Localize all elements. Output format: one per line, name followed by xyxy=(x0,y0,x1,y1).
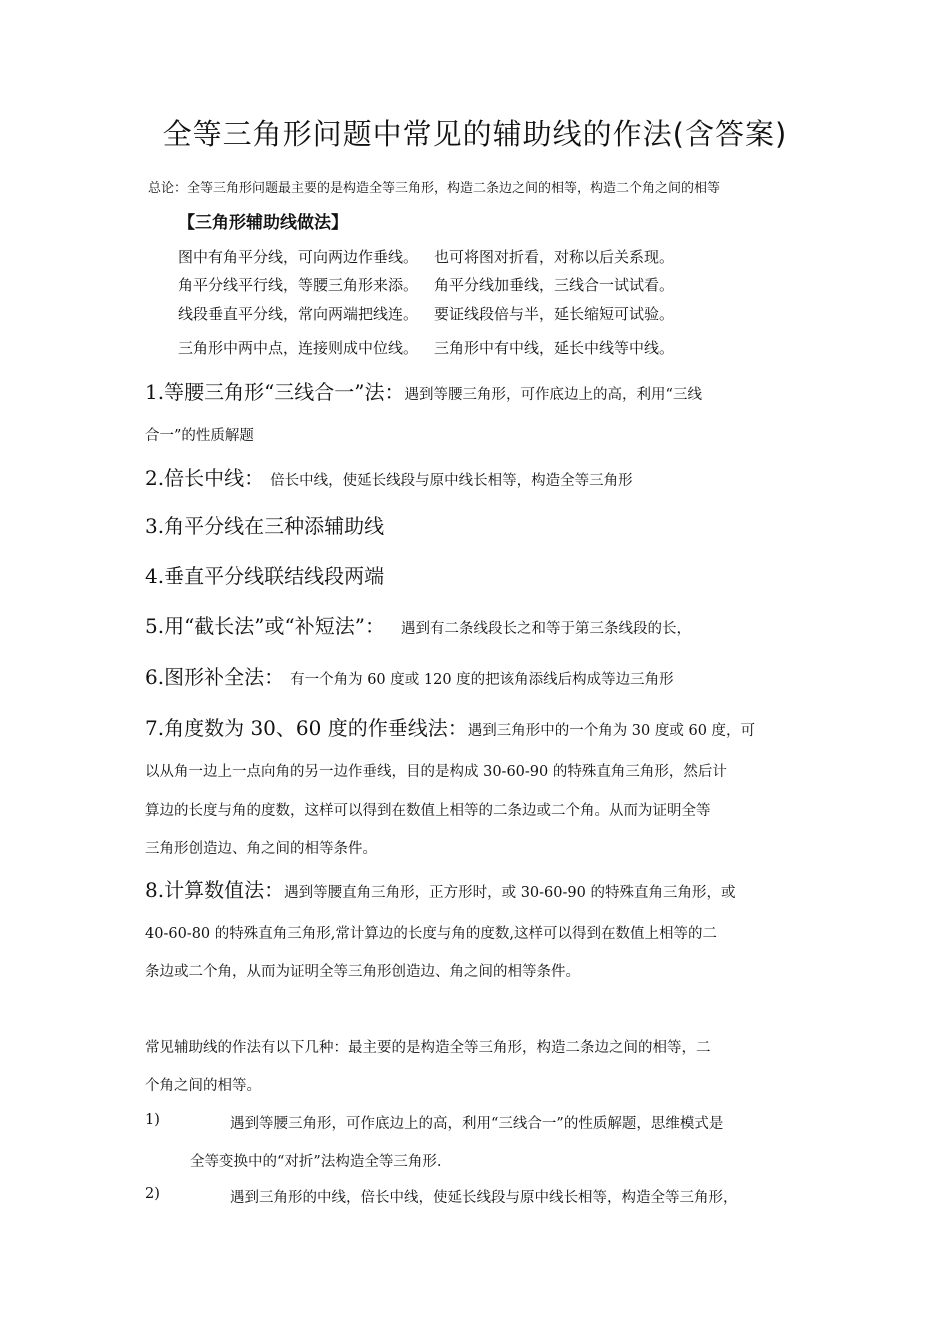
rhyme-right: 角平分线加垂线，三线合一试试看。 xyxy=(434,276,675,294)
rhyme-line xyxy=(178,246,674,267)
method-continuation: 以从角一边上一点向角的另一边作垂线，目的是构成 30-60-90 的特殊直角三角形，然后计 xyxy=(145,764,727,780)
method-heading: 6.图形补全法： xyxy=(145,665,285,689)
rhyme-left: 图中有角平分线，可向两边作垂线。 xyxy=(178,248,419,266)
rhyme-left: 三角形中两中点，连接则成中位线。 xyxy=(178,339,419,357)
method-7 xyxy=(145,712,755,741)
method-3 xyxy=(145,510,384,539)
method-continuation: 合一”的性质解题 xyxy=(145,428,254,444)
list-item-number: 1) xyxy=(145,1112,160,1128)
method-desc: 遇到等腰直角三角形，正方形时，或 30-60-90 的特殊直角三角形，或 xyxy=(284,885,736,901)
method-heading: 2.倍长中线： xyxy=(145,466,265,490)
method-heading: 8.计算数值法： xyxy=(145,878,285,902)
page-title: 全等三角形问题中常见的辅助线的作法(含答案) xyxy=(162,117,788,151)
rhyme-right: 三角形中有中线，延长中线等中线。 xyxy=(434,339,675,357)
method-desc: 倍长中线，使延长线段与原中线长相等，构造全等三角形 xyxy=(270,473,633,489)
summary-text: 总论：全等三角形问题最主要的是构造全等三角形，构造二条边之间的相等，构造二个角之间的相等 xyxy=(148,181,721,196)
common-intro-line: 常见辅助线的作法有以下几种：最主要的是构造全等三角形，构造二条边之间的相等，二 xyxy=(145,1040,711,1056)
method-desc: 遇到三角形中的一个角为 30 度或 60 度，可 xyxy=(467,723,756,739)
method-heading: 1.等腰三角形“三线合一”法： xyxy=(145,380,405,404)
method-desc: 遇到等腰三角形，可作底边上的高，利用“三线 xyxy=(404,387,702,403)
method-desc: 遇到有二条线段长之和等于第三条线段的长， xyxy=(400,621,691,637)
method-continuation: 条边或二个角，从而为证明全等三角形创造边、角之间的相等条件。 xyxy=(145,964,580,980)
method-4 xyxy=(145,560,384,589)
method-desc: 有一个角为 60 度或 120 度的把该角添线后构成等边三角形 xyxy=(290,672,674,688)
method-heading: 4.垂直平分线联结线段两端 xyxy=(145,564,385,588)
method-heading: 3.角平分线在三种添辅助线 xyxy=(145,514,385,538)
rhyme-line xyxy=(178,337,674,358)
method-1 xyxy=(145,376,702,405)
method-heading: 5.用“截长法”或“补短法”： xyxy=(145,614,385,638)
list-item-continuation: 全等变换中的“对折”法构造全等三角形. xyxy=(190,1154,442,1170)
method-continuation: 算边的长度与角的度数，这样可以得到在数值上相等的二条边或二个角。从而为证明全等 xyxy=(145,803,711,819)
rhyme-left: 角平分线平行线，等腰三角形来添。 xyxy=(178,276,419,294)
rhyme-right: 也可将图对折看，对称以后关系现。 xyxy=(434,248,675,266)
list-item-number: 2) xyxy=(145,1186,160,1202)
rhyme-line xyxy=(178,274,674,295)
rhyme-right: 要证线段倍与半，延长缩短可试验。 xyxy=(434,305,675,323)
method-5 xyxy=(145,610,691,639)
list-item-text: 遇到三角形的中线，倍长中线，使延长线段与原中线长相等，构造全等三角形， xyxy=(230,1190,738,1206)
method-heading: 7.角度数为 30、60 度的作垂线法： xyxy=(145,716,468,740)
method-6 xyxy=(145,661,674,690)
method-continuation: 三角形创造边、角之间的相等条件。 xyxy=(145,841,377,857)
method-2 xyxy=(145,462,633,491)
method-continuation: 40-60-80 的特殊直角三角形,常计算边的长度与角的度数,这样可以得到在数值上相等的二 xyxy=(145,926,717,942)
rhyme-left: 线段垂直平分线，常向两端把线连。 xyxy=(178,305,419,323)
common-intro-line: 个角之间的相等。 xyxy=(145,1078,261,1094)
rhyme-line xyxy=(178,303,674,324)
list-item-text: 遇到等腰三角形，可作底边上的高，利用“三线合一”的性质解题，思维模式是 xyxy=(230,1116,724,1132)
rhyme-heading: 【三角形辅助线做法】 xyxy=(178,213,348,233)
method-8 xyxy=(145,874,735,903)
